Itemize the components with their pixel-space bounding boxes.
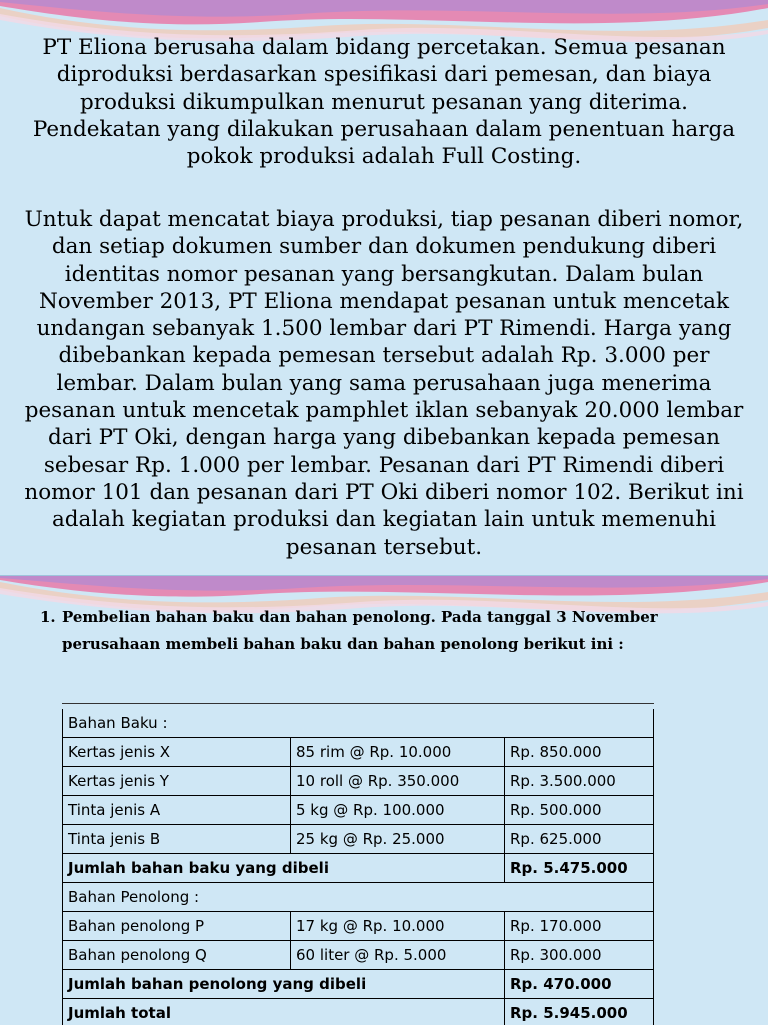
- item-amount: Rp. 300.000: [505, 941, 654, 970]
- item-name: Tinta jenis B: [63, 825, 291, 854]
- item-quantity: 17 kg @ Rp. 10.000: [291, 912, 505, 941]
- item-number: 1.: [40, 604, 56, 631]
- item-amount: Rp. 170.000: [505, 912, 654, 941]
- bahan-penolong-header: Bahan Penolong :: [63, 883, 654, 912]
- item-quantity: 5 kg @ Rp. 100.000: [291, 796, 505, 825]
- item-quantity: 25 kg @ Rp. 25.000: [291, 825, 505, 854]
- item-name: Tinta jenis A: [63, 796, 291, 825]
- item-quantity: 60 liter @ Rp. 5.000: [291, 941, 505, 970]
- bahan-baku-total: Rp. 5.475.000: [505, 854, 654, 883]
- table-row: [63, 825, 654, 854]
- details-paragraph: Untuk dapat mencatat biaya produksi, tiap pesanan diberi nomor, dan setiap dokumen sumber dan dokumen pendukung diberi identitas nomor pesanan yang bersangkutan. Dalam bulan November 2013, PT Eliona mendapat pesanan untuk mencetak undangan sebanyak 1.500 lembar dari PT Rimendi. Harga yang dibebankan kepada pemesan tersebut adalah Rp. 3.000 per lembar. Dalam bulan yang sama perusahaan juga menerima pesanan untuk mencetak pamphlet iklan sebanyak 20.000 lembar dari PT Oki, dengan harga yang dibebankan kepada pemesan sebesar Rp. 1.000 per lembar. Pesanan dari PT Rimendi diberi nomor 101 dan pesanan dari PT Oki diberi nomor 102. Berikut ini adalah kegiatan produksi dan kegiatan lain untuk memenuhi pesanan tersebut.: [22, 206, 746, 561]
- bahan-penolong-total: Rp. 470.000: [505, 970, 654, 999]
- bahan-baku-total-label: Jumlah bahan baku yang dibeli: [63, 854, 505, 883]
- item-text: Pembelian bahan baku dan bahan penolong. Pada tanggal 3 November perusahaan membeli bahan baku dan bahan penolong berikut ini :: [40, 604, 720, 658]
- item-name: Kertas jenis X: [63, 738, 291, 767]
- table-row: [63, 941, 654, 970]
- bahan-baku-header: Bahan Baku :: [63, 709, 654, 738]
- table-top-rule: [62, 703, 654, 704]
- item-quantity: 85 rim @ Rp. 10.000: [291, 738, 505, 767]
- purchase-table: [62, 709, 654, 1025]
- item-amount: Rp. 3.500.000: [505, 767, 654, 796]
- table-row: [63, 970, 654, 999]
- table-row: [63, 912, 654, 941]
- bahan-penolong-total-label: Jumlah bahan penolong yang dibeli: [63, 970, 505, 999]
- item-amount: Rp. 850.000: [505, 738, 654, 767]
- table-row: [63, 854, 654, 883]
- table-row: [63, 767, 654, 796]
- table-row: [63, 738, 654, 767]
- item-name: Kertas jenis Y: [63, 767, 291, 796]
- item-amount: Rp. 500.000: [505, 796, 654, 825]
- table-row: [63, 883, 654, 912]
- grand-total: Rp. 5.945.000: [505, 999, 654, 1025]
- item-quantity: 10 roll @ Rp. 350.000: [291, 767, 505, 796]
- grand-total-label: Jumlah total: [63, 999, 505, 1025]
- slide-2: [0, 575, 768, 1025]
- item-1-description: [40, 604, 720, 658]
- table-row: [63, 709, 654, 738]
- item-amount: Rp. 625.000: [505, 825, 654, 854]
- item-name: Bahan penolong Q: [63, 941, 291, 970]
- table-row: [63, 999, 654, 1025]
- intro-paragraph: PT Eliona berusaha dalam bidang percetakan. Semua pesanan diproduksi berdasarkan spesifikasi dari pemesan, dan biaya produksi dikumpulkan menurut pesanan yang diterima. Pendekatan yang dilakukan perusahaan dalam penentuan harga pokok produksi adalah Full Costing.: [22, 34, 746, 170]
- item-name: Bahan penolong P: [63, 912, 291, 941]
- table-row: [63, 796, 654, 825]
